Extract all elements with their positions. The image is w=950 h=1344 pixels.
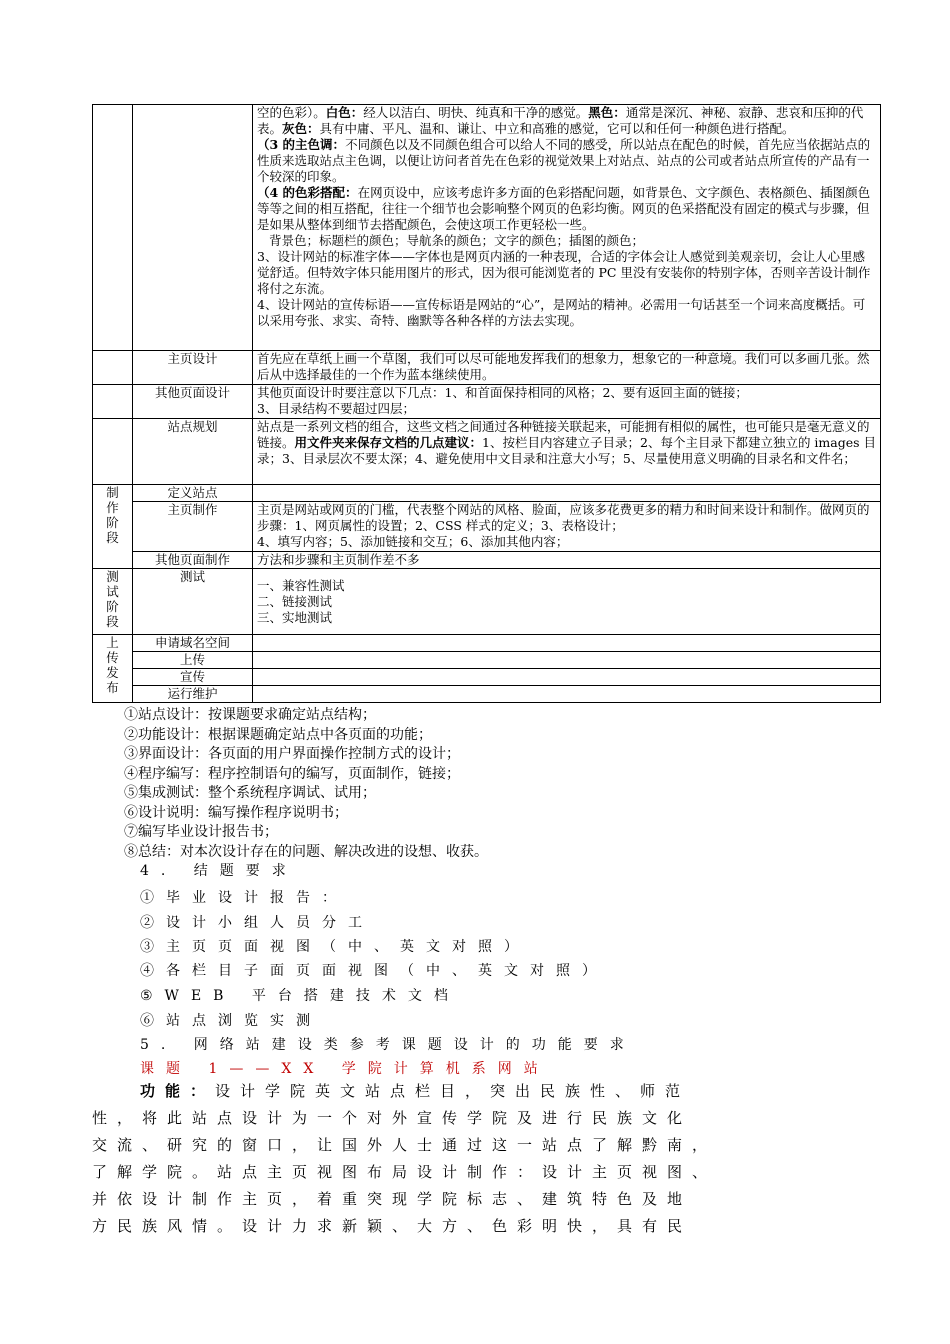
- list-item: ⑧总结：对本次设计存在的问题、解决改进的设想、收获。: [124, 843, 488, 860]
- table-row: [93, 385, 881, 419]
- table-row: [93, 351, 881, 385]
- list-item: ⑦编写毕业设计报告书；: [124, 824, 278, 840]
- home-design-text: 首先应在草纸上画一个草图，我们可以尽可能地发挥我们的想象力，想象它的一种意境。我们可以多画几张。然后从中选择最佳的一个作为蓝本继续使用。: [253, 351, 881, 385]
- table-row: [93, 686, 881, 703]
- home-design-label: 主页设计: [133, 351, 253, 385]
- upload-label: 上传: [133, 652, 253, 669]
- domain-space-label: 申请域名空间: [133, 635, 253, 652]
- site-plan-text: 站点是一系列文档的组合，这些文档之间通过各种链接关联起来，可能拥有相似的属性，也可能只是毫无意义的链接。用文件夹来保存文档的几点建议：1、按栏目内容建立子目录；2、每个主目录下都建立独立的 images 目录；3、目录层次不要太深；4、避免使用中文目录和注意大小写；5、尽量使用意义明确的目录名和文件名；: [253, 419, 881, 485]
- other-make-text: 方法和步骤和主页制作差不多: [253, 552, 881, 569]
- list-item: ⑤集成测试：整个系统程序调试、试用；: [124, 785, 376, 801]
- list-item: ②设计小组人员分工: [140, 915, 374, 931]
- topic-title: 课题 1——XX 学院计算机系网站: [140, 1061, 550, 1077]
- test-items: 一、兼容性测试 二、链接测试 三、实地测试: [253, 569, 881, 635]
- home-make-text: 主页是网站或网页的门槛，代表整个网站的风格、脸面，应该多花费更多的精力和时间来设计和制作。做网页的步骤：1、网页属性的设置；2、CSS 样式的定义；3、表格设计； 4、填写内容；5、添加链接和交互；6、添加其他内容；: [253, 502, 881, 552]
- list-item: ⑥设计说明：编写操作程序说明书；: [124, 804, 348, 821]
- maintenance-label: 运行维护: [133, 686, 253, 703]
- define-site-label: 定义站点: [133, 485, 253, 502]
- table-row: [93, 652, 881, 669]
- home-make-label: 主页制作: [133, 502, 253, 552]
- table-row: [93, 669, 881, 686]
- test-stage-label: 测试阶段: [93, 569, 133, 635]
- design-steps-list: [124, 706, 488, 862]
- promote-label: 宣传: [133, 669, 253, 686]
- site-plan-label: 站点规划: [133, 419, 253, 485]
- table-row: [93, 419, 881, 485]
- table-row: [93, 569, 881, 635]
- list-item: ⑤WEB 平台搭建技术文档: [140, 988, 460, 1004]
- design-stages-table: [92, 104, 881, 703]
- table-row: [93, 485, 881, 502]
- function-label: 功能：: [140, 1082, 216, 1100]
- make-stage-label: 制作阶段: [93, 485, 133, 569]
- list-item: ③主页页面视图（中、英文对照）: [140, 939, 530, 955]
- color-design-cell: 空的色彩）。白色：经人以洁白、明快、纯真和干净的感觉。黑色：通常是深沉、神秘、寂静、悲哀和压抑的代表。灰色：具有中庸、平凡、温和、谦让、中立和高雅的感觉，它可以和任何一种颜色进行搭配。 （3 的主色调：不同颜色以及不同颜色组合可以给人不同的感受，所以站点在配色的时候，首先应当依据站点的性质来选取站点主色调，以便让访问者首先在色彩的视觉效果上对站点、站点的公司或者站点所宣传的产品有一个较深的印象。 （4 的色彩搭配：在网页设中，应该考虑许多方面的色彩搭配问题，如背景色、文字颜色、表格颜色、插图颜色等等之间的相互搭配，往往一个细节也会影响整个网页的色彩均衡。网页的色采搭配没有固定的模式与步骤，但是如果从整体到细节去搭配颜色，会使这项工作更轻松一些。 背景色；标题栏的颜色；导航条的颜色；文字的颜色；插图的颜色； 3、设计网站的标准字体——字体也是网页内涵的一种表现，合适的字体会让人感觉到美观亲切，会让人心里感觉舒适。但特效字体只能用图片的形式，因为很可能浏览者的 PC 里没有安装你的特别字体，否则辛苦设计制作将付之东流。 4、设计网站的宣传标语——宣传标语是网站的“心”，是网站的精神。必需用一句话甚至一个词来高度概括。可以采用夸张、求实、奇特、幽默等各种各样的方法去实现。: [253, 105, 881, 351]
- table-row: [93, 502, 881, 552]
- table-row: [93, 552, 881, 569]
- list-item: ②功能设计：根据课题确定站点中各页面的功能；: [124, 726, 432, 743]
- other-make-label: 其他页面制作: [133, 552, 253, 569]
- list-item: ①毕业设计报告：: [140, 890, 348, 906]
- section-5-title: 5. 网络站建设类参考课题设计的功能要求: [140, 1037, 636, 1053]
- table-row: [93, 635, 881, 652]
- list-item: ④各栏目子面页面视图（中、英文对照）: [140, 963, 608, 979]
- publish-stage-label: 上传发布: [93, 635, 133, 703]
- table-row: [93, 105, 881, 351]
- list-item: ③界面设计：各页面的用户界面操作控制方式的设计；: [124, 746, 460, 762]
- list-item: ⑥站点浏览实测: [140, 1013, 322, 1029]
- test-label: 测试: [133, 569, 253, 635]
- other-design-text: 其他页面设计时要注意以下几点：1、和首面保持相同的风格；2、要有返回主面的链接； 3、目录结构不要超过四层；: [253, 385, 881, 419]
- list-item: ①站点设计：按课题要求确定站点结构；: [124, 707, 376, 723]
- list-item: ④程序编写：程序控制语句的编写，页面制作，链接；: [124, 765, 460, 782]
- section-4-title: 4. 结题要求: [140, 863, 298, 879]
- other-design-label: 其他页面设计: [133, 385, 253, 419]
- function-paragraph: 功能：设计学院英文站点栏目，突出民族性、师范 性，将此站点设计为一个对外宣传学院及进行民族文化 交流、研究的窗口，让国外人士通过这一站点了解黔南， 了解学院。站点主页视图布局设计制作：设计主页视图、 并依设计制作主页，着重突现学院标志、建筑特色及地 方民族风情。设计力求新颖、大方、色彩明快，具有民: [92, 1082, 718, 1235]
